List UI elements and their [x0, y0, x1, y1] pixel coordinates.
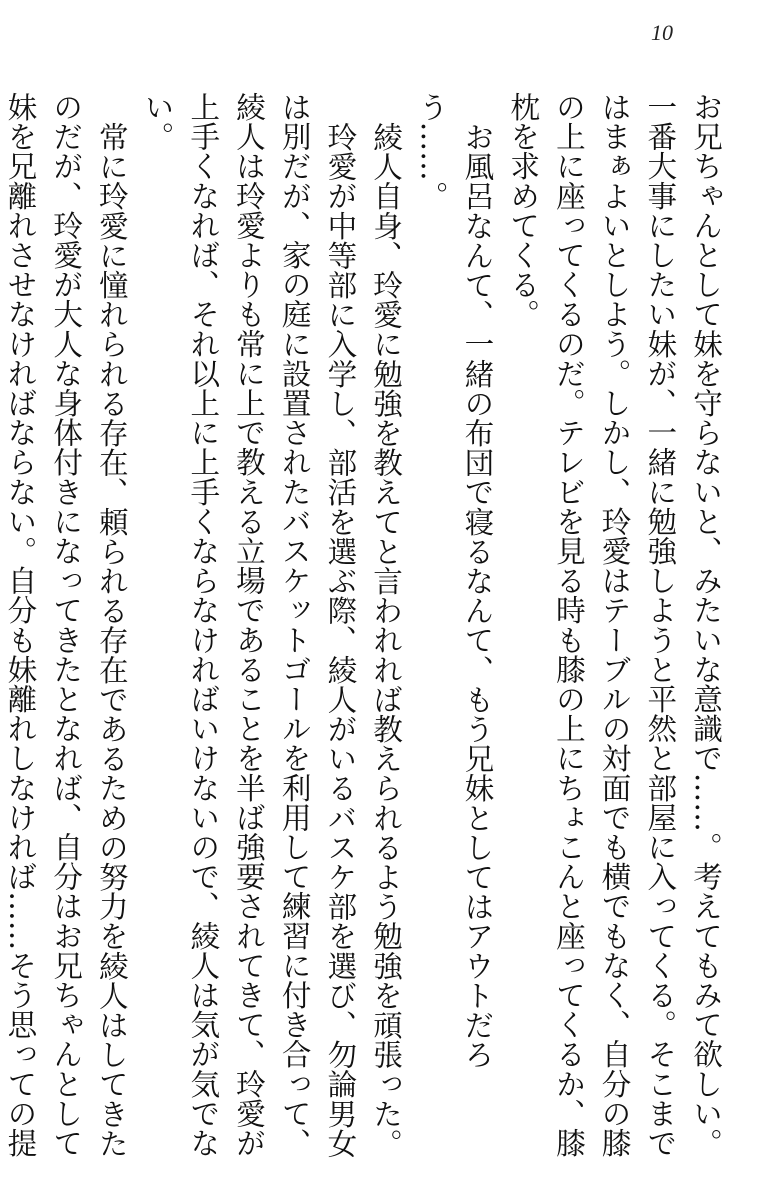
page-number: 10 [651, 20, 673, 45]
paragraph-3: 綾人自身、玲愛に勉強を教えてと言われれば教えられるよう勉強を頑張った。 [369, 121, 404, 1158]
paragraph-4: 玲愛が中等部に入学し、部活を選ぶ際、綾人がいるバスケ部を選び、勿論男女は別だが、家の庭に設置されたバスケットゴールを利用して練習に付き合って、綾人は玲愛よりも常に上で教える立場であることを半ば強要されてきて、玲愛が上手くなれば、それ以上に上手くならなければいけないので、綾人は気が気でない。 [140, 92, 358, 1158]
paragraph-2: お風呂なんて、一緒の布団で寝るなんて、もう兄妹としてはアウトだろう……。 [414, 92, 495, 1069]
body-text [0, 92, 728, 1172]
paragraph-5: 常に玲愛に憧れられる存在、頼られる存在であるための努力を綾人はしてきたのだが、玲愛が大人な身体付きになってきたとなれば、自分はお兄ちゃんとして妹を兄離れさせなければならない。自分も妹離れしなければ……そう思っての提 [3, 92, 129, 1158]
paragraph-1: お兄ちゃんとして妹を守らないと、みたいな意識で……。考えてもみて欲しい。一番大事にしたい妹が、一緒に勉強しようと平然と部屋に入ってくる。そこまではまぁよいとしよう。しかし、玲愛はテーブルの対面でも横でもなく、自分の膝の上に座ってくるのだ。テレビを見る時も膝の上にちょこんと座ってくるか、膝枕を求めてくる。 [506, 92, 723, 1158]
